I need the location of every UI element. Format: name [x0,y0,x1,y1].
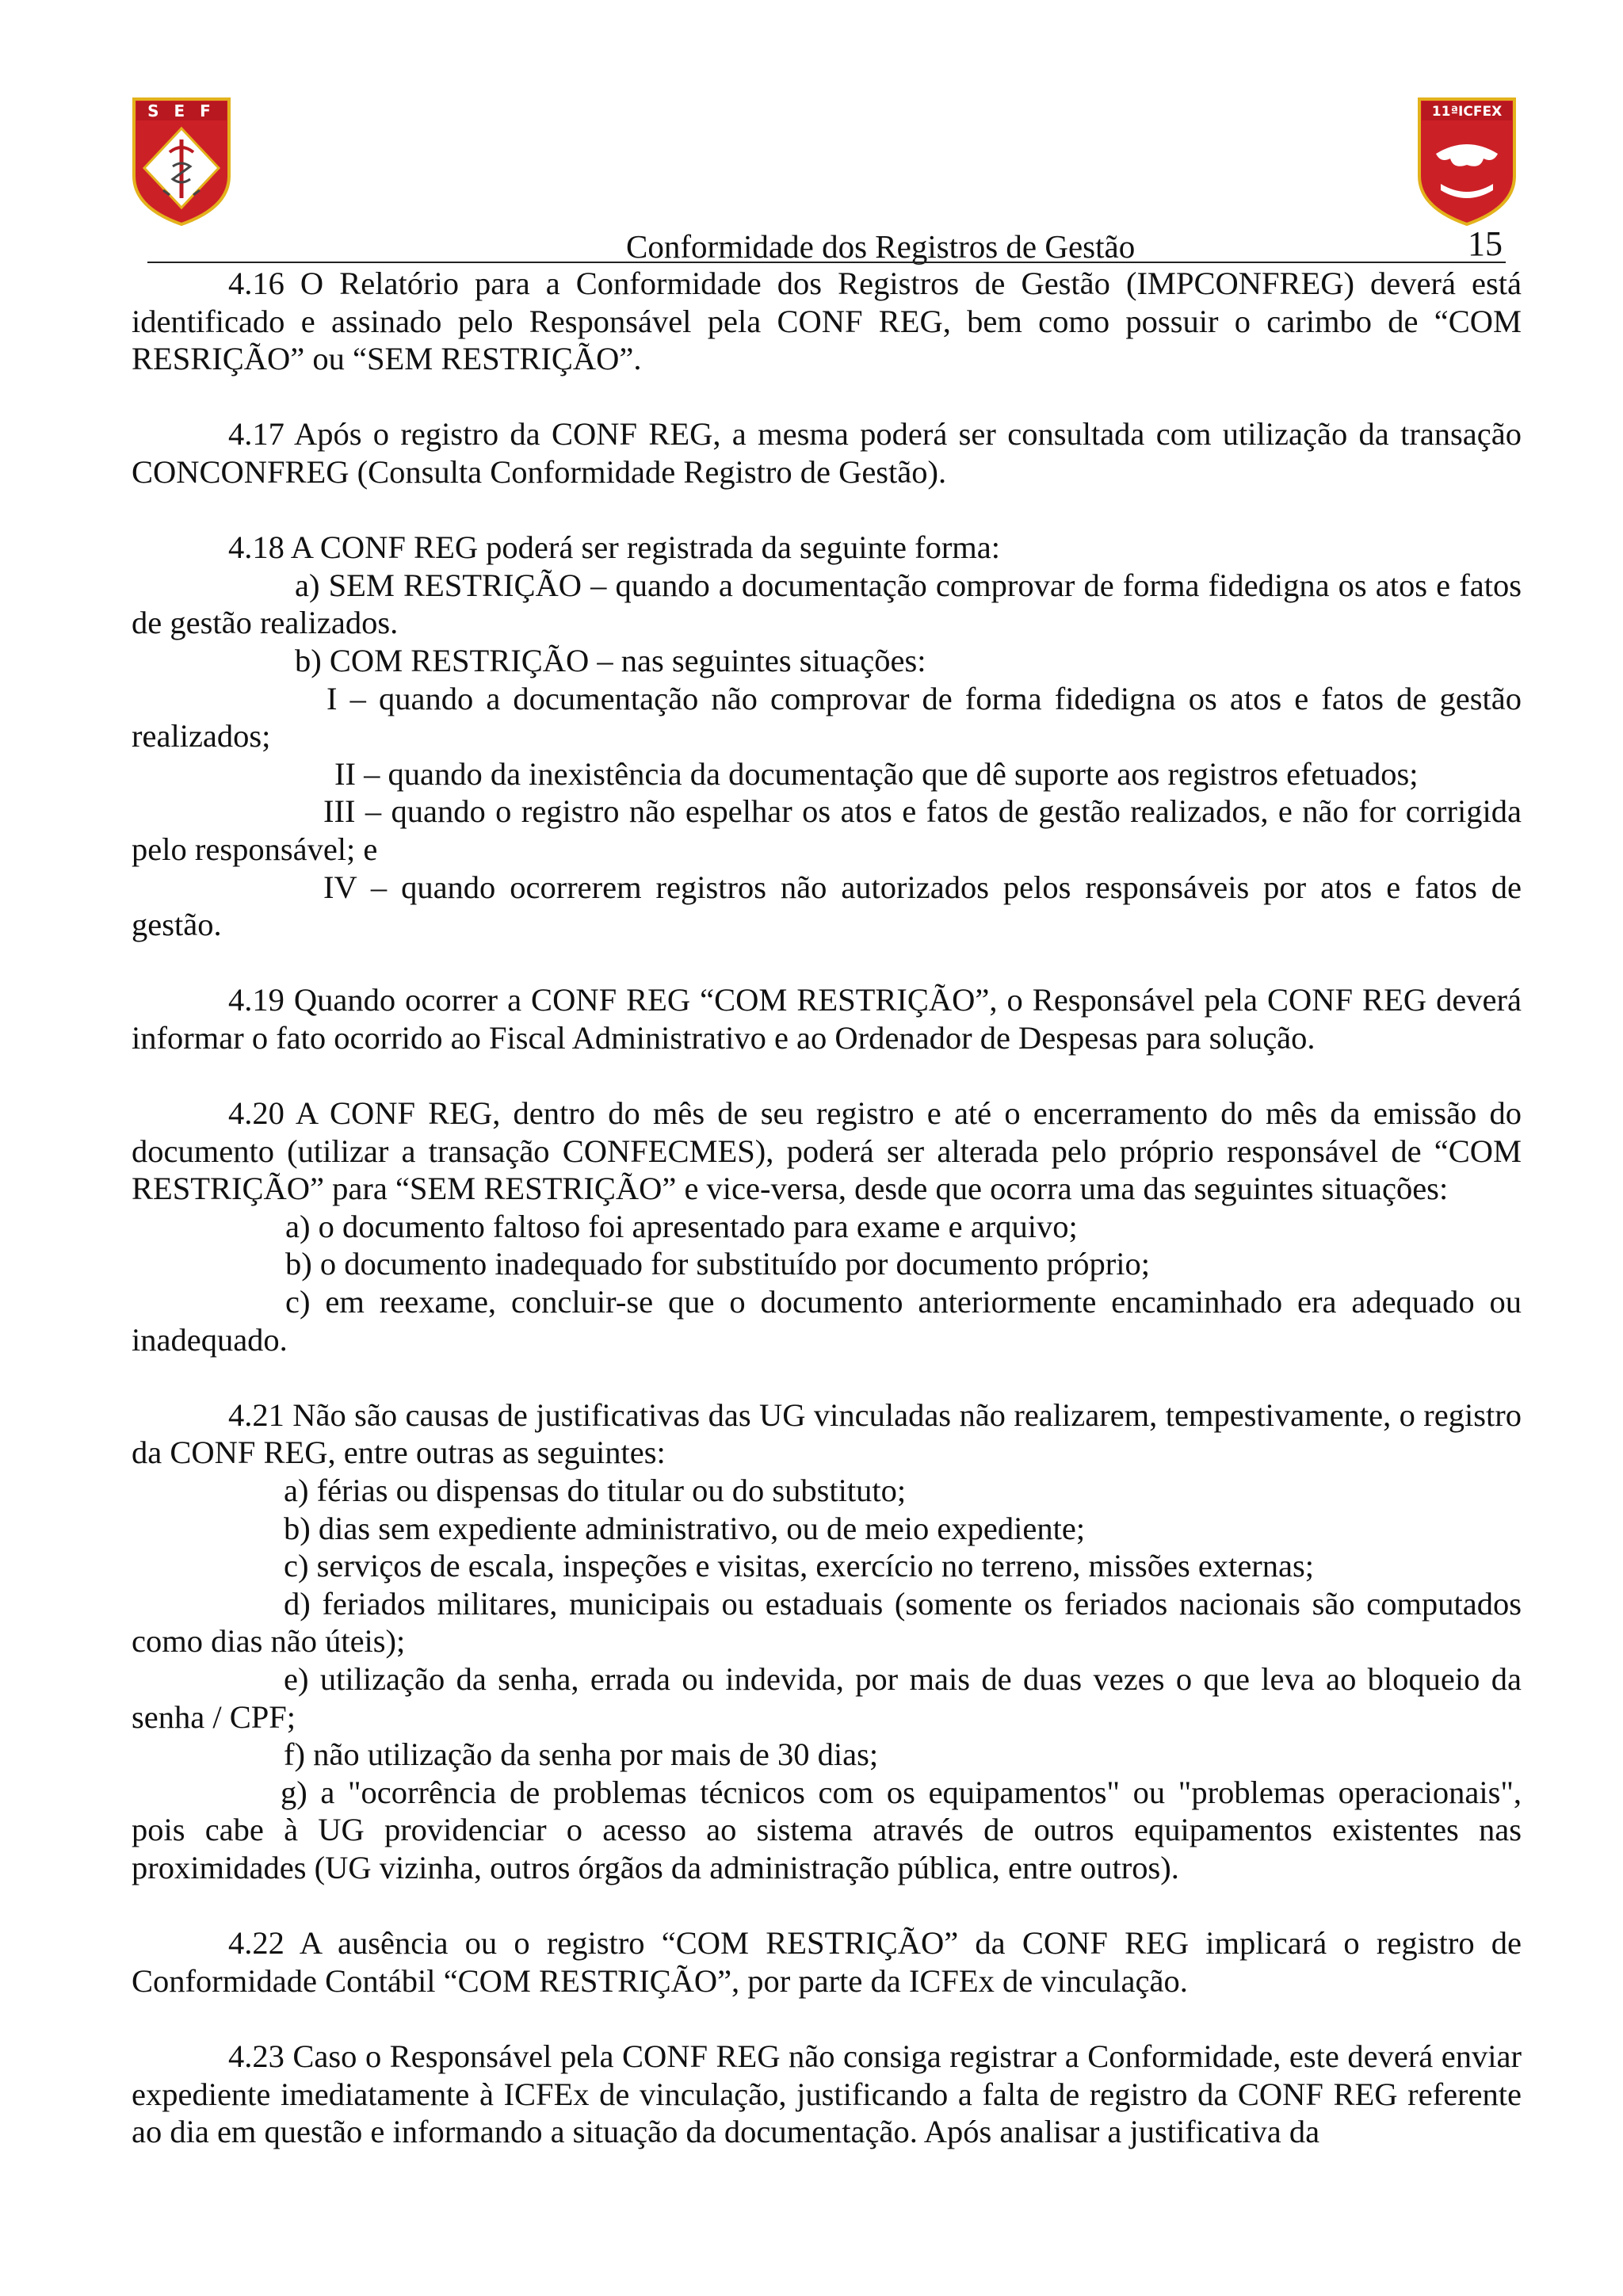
paragraph-4-21-a: a) férias ou dispensas do titular ou do substituto; [284,1473,907,1508]
icfex-shield-logo [1417,97,1517,227]
paragraph-4-21-d: d) feriados militares, municipais ou estaduais (somente os feriados nacionais são computados como dias não úteis); [132,1585,1522,1660]
paragraph-4-19: 4.19 Quando ocorrer a CONF REG “COM RESTRIÇÃO”, o Responsável pela CONF REG deverá informar o fato ocorrido ao Fiscal Administrativo e ao Ordenador de Despesas para solução. [132,982,1522,1056]
svg-text:11ªICFEX: 11ªICFEX [1431,104,1503,120]
paragraph-gap [132,1887,1522,1925]
paragraph-gap [132,491,1522,529]
paragraph-4-20: 4.20 A CONF REG, dentro do mês de seu registro e até o encerramento do mês da emissão do documento (utilizar a transação CONFECMES), poderá ser alterada pelo próprio responsável de “COM RESTRIÇÃO” para “SEM RESTRIÇÃO” e vice-versa, desde que ocorra uma das seguintes situações: [132,1095,1522,1207]
paragraph-gap [132,2000,1522,2038]
paragraph-gap [132,944,1522,982]
paragraph-4-18-b-iii: III – quando o registro não espelhar os atos e fatos de gestão realizados, e não for corrigida pelo responsável; e [132,793,1522,867]
paragraph-4-21: 4.21 Não são causas de justificativas das UG vinculadas não realizarem, tempestivamente, o registro da CONF REG, entre outras as seguintes: [132,1396,1522,1471]
paragraph-4-18-b: b) COM RESTRIÇÃO – nas seguintes situações: [295,642,926,678]
paragraph-4-22: 4.22 A ausência ou o registro “COM RESTRIÇÃO” da CONF REG implicará o registro de Conformidade Contábil “COM RESTRIÇÃO”, por parte da ICFEx de vinculação. [132,1925,1522,1999]
paragraph-4-20-a: a) o documento faltoso foi apresentado para exame e arquivo; [285,1208,1078,1244]
paragraph-gap [132,1056,1522,1095]
document-body [132,265,1522,2151]
paragraph-4-16: 4.16 O Relatório para a Conformidade dos Registros de Gestão (IMPCONFREG) deverá está identificado e assinado pelo Responsável pela CONF REG, bem como possuir o carimbo de “COM RESRIÇÃO” ou “SEM RESTRIÇÃO”. [132,266,1522,377]
paragraph-4-21-b: b) dias sem expediente administrativo, ou de meio expediente; [284,1510,1086,1546]
paragraph-4-18-b-iv: IV – quando ocorrerem registros não autorizados pelos responsáveis por atos e fatos de gestão. [132,869,1522,943]
paragraph-4-17: 4.17 Após o registro da CONF REG, a mesma poderá ser consultada com utilização da transação CONCONFREG (Consulta Conformidade Registro de Gestão). [132,416,1522,490]
paragraph-4-21-g: g) a "ocorrência de problemas técnicos com os equipamentos" ou "problemas operacionais", pois cabe à UG providenciar o acesso ao sistema através de outros equipamentos existentes nas proximidades (UG vizinha, outros órgãos da administração pública, entre outros). [132,1774,1522,1885]
page-number: 15 [1468,224,1503,263]
paragraph-gap [132,378,1522,416]
header-title: Conformidade dos Registros de Gestão [626,228,1136,265]
paragraph-4-20-c: c) em reexame, concluir-se que o documento anteriormente encaminhado era adequado ou inadequado. [132,1284,1522,1358]
sef-shield-logo [132,97,231,227]
paragraph-4-20-b: b) o documento inadequado for substituído por documento próprio; [285,1246,1151,1282]
paragraph-4-21-e: e) utilização da senha, errada ou indevida, por mais de duas vezes o que leva ao bloqueio da senha / CPF; [132,1660,1522,1735]
header-rule [147,262,1506,263]
paragraph-4-18-a: a) SEM RESTRIÇÃO – quando a documentação comprovar de forma fidedigna os atos e fatos de gestão realizados. [132,567,1522,641]
paragraph-4-21-f: f) não utilização da senha por mais de 30 dias; [284,1736,879,1773]
paragraph-gap [132,1358,1522,1396]
paragraph-4-18-b-i: I – quando a documentação não comprovar de forma fidedigna os atos e fatos de gestão realizados; [132,680,1522,755]
paragraph-4-21-c: c) serviços de escala, inspeções e visitas, exercício no terreno, missões externas; [284,1548,1315,1584]
svg-text:S E F: S E F [147,101,216,120]
paragraph-4-18: 4.18 A CONF REG poderá ser registrada da seguinte forma: [228,529,1001,566]
paragraph-4-23: 4.23 Caso o Responsável pela CONF REG não consiga registrar a Conformidade, este deverá enviar expediente imediatamente à ICFEx de vinculação, justificando a falta de registro da CONF REG referente ao dia em questão e informando a situação da documentação. Após analisar a justificativa da [132,2038,1522,2150]
paragraph-4-18-b-ii: II – quando da inexistência da documentação que dê suporte aos registros efetuados; [334,755,1419,792]
